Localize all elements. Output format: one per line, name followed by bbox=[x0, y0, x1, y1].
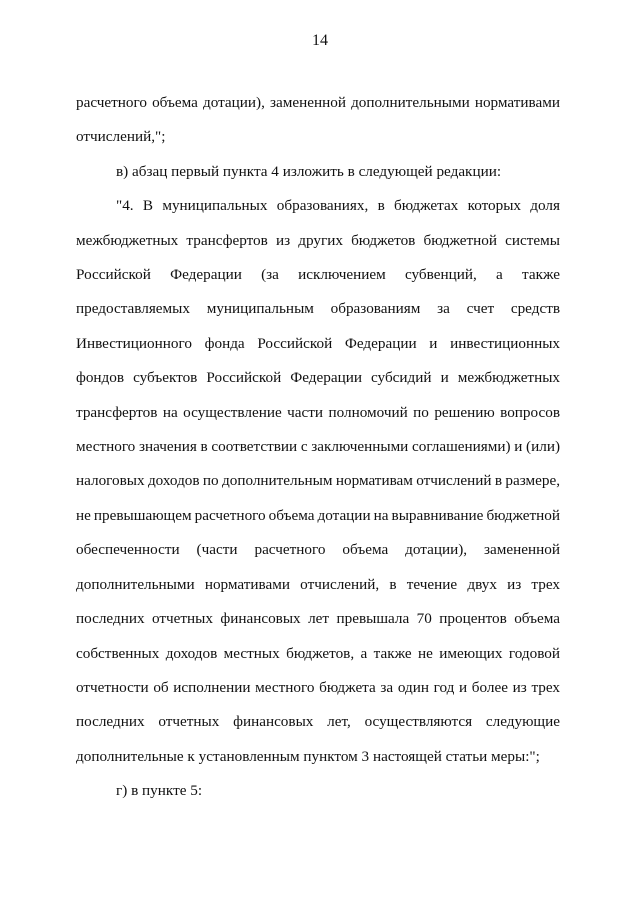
paragraph bbox=[76, 774, 560, 808]
text-line: отчислений,"; bbox=[76, 128, 166, 146]
text-line: межбюджетных трансфертов из других бюджетов бюджетной системы bbox=[76, 231, 560, 249]
paragraph bbox=[76, 189, 560, 774]
document-body bbox=[76, 86, 560, 809]
text-line: налоговых доходов по дополнительным нормативам отчислений в размере, bbox=[76, 472, 560, 490]
text-line: "4. В муниципальных образованиях, в бюджетах которых доля bbox=[116, 197, 560, 215]
text-line: местного значения в соответствии с заключенными соглашениями) и (или) bbox=[76, 438, 561, 456]
text-line: предоставляемых муниципальным образованиям за счет средств bbox=[76, 300, 560, 318]
text-line: дополнительными нормативами отчислений, в течение двух из трех bbox=[76, 575, 560, 593]
text-line: г) в пункте 5: bbox=[116, 782, 203, 800]
text-line: в) абзац первый пункта 4 изложить в следующей редакции: bbox=[116, 162, 502, 180]
paragraph bbox=[76, 86, 560, 155]
text-line: обеспеченности (части расчетного объема дотации), замененной bbox=[76, 541, 560, 559]
text-line: расчетного объема дотации), замененной дополнительными нормативами bbox=[76, 94, 560, 111]
text-line: Российской Федерации (за исключением субвенций, а также bbox=[76, 266, 560, 284]
text-line: собственных доходов местных бюджетов, а также не имеющих годовой bbox=[76, 644, 560, 662]
text-line: Инвестиционного фонда Российской Федерации и инвестиционных bbox=[76, 334, 560, 352]
text-line: отчетности об исполнении местного бюджета за один год и более из трех bbox=[76, 678, 560, 696]
text-line: трансфертов на осуществление части полномочий по решению вопросов bbox=[76, 403, 560, 421]
text-line: дополнительные к установленным пунктом 3 настоящей статьи меры:"; bbox=[76, 747, 540, 765]
text-line: последних отчетных финансовых лет, осуществляются следующие bbox=[76, 713, 560, 731]
page-number: 14 bbox=[312, 32, 328, 49]
text-line: не превышающем расчетного объема дотации на выравнивание бюджетной bbox=[76, 506, 560, 524]
text-line: последних отчетных финансовых лет превышала 70 процентов объема bbox=[76, 610, 560, 628]
text-line: фондов субъектов Российской Федерации субсидий и межбюджетных bbox=[76, 369, 560, 387]
paragraph bbox=[76, 155, 560, 189]
